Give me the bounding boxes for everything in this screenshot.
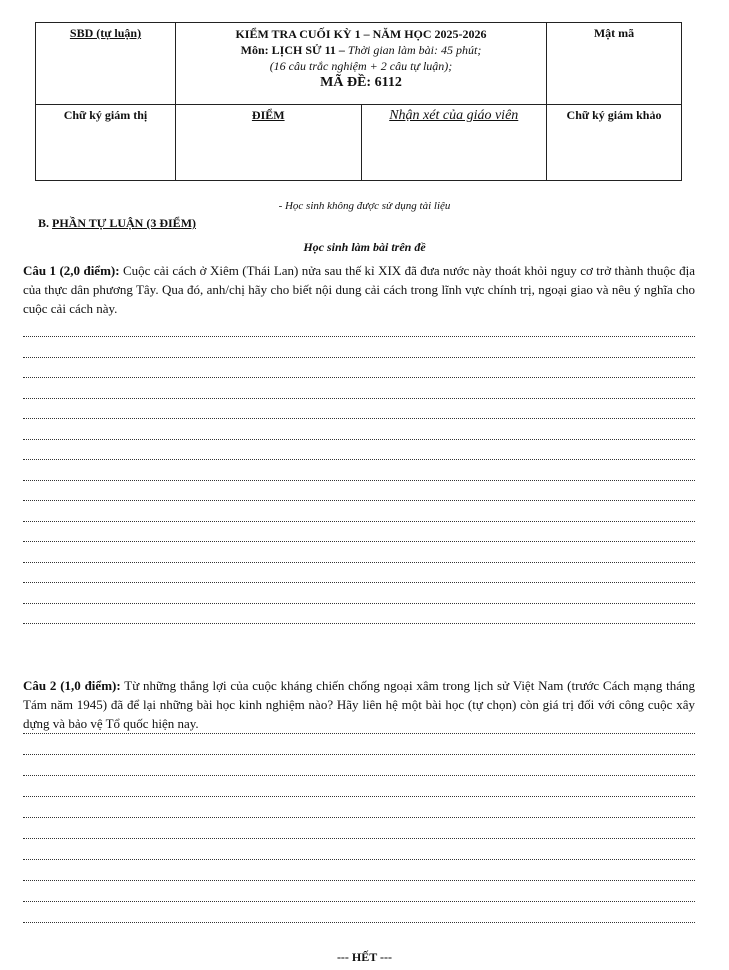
header-table [35, 22, 682, 181]
sbd-cell [36, 23, 176, 105]
sbd-label: SBD (tự luận) [69, 26, 142, 40]
question-2-text: Từ những thắng lợi của cuộc kháng chiến chống ngoại xâm trong lịch sử Việt Nam (trước Cách mạng tháng Tám năm 1945) đã để lại những bài học kinh nghiệm nào? Hãy liên hệ một bài học (tự chọn) còn giá trị đối với công cuộc xây dựng và bảo vệ Tổ quốc hiện nay. [23, 678, 695, 731]
answer-line[interactable] [23, 603, 695, 604]
subject-label: Môn: LỊCH SỬ 11 – [240, 43, 348, 57]
question-1-label: Câu 1 (2,0 điểm): [23, 263, 120, 278]
exam-info-cell [176, 23, 547, 105]
answer-line[interactable] [23, 754, 695, 755]
question-1-text: Cuộc cải cách ở Xiêm (Thái Lan) nửa sau thế kỉ XIX đã đưa nước này thoát khỏi nguy cơ trở thành thuộc địa của thực dân phương Tây. Qua đó, anh/chị hãy cho biết nội dung cải cách trong lĩnh vực chính trị, ngoại giao và nêu ý nghĩa cho cuộc cải cách này. [23, 263, 695, 316]
answer-line[interactable] [23, 439, 695, 440]
teacher-comment-label: Nhận xét của giáo viên [389, 108, 519, 123]
question-count: (16 câu trắc nghiệm + 2 câu tự luận); [269, 59, 453, 73]
answer-line[interactable] [23, 541, 695, 542]
instruction-text: Học sinh làm bài trên đề [303, 240, 426, 254]
secret-code-label: Mật mã [593, 26, 635, 40]
question-2 [23, 676, 695, 733]
answer-line[interactable] [23, 623, 695, 624]
time-note: Thời gian làm bài: 45 phút; [347, 43, 482, 57]
answer-line[interactable] [23, 796, 695, 797]
answer-line[interactable] [23, 398, 695, 399]
answer-line[interactable] [23, 357, 695, 358]
answer-line[interactable] [23, 901, 695, 902]
secret-code-cell [547, 23, 682, 105]
answer-line[interactable] [23, 775, 695, 776]
answer-line[interactable] [23, 459, 695, 460]
invigilator-sig-cell [36, 105, 176, 181]
answer-line[interactable] [23, 336, 695, 337]
answer-line[interactable] [23, 377, 695, 378]
notice-text: - Học sinh không được sử dụng tài liệu [278, 200, 451, 212]
answer-line[interactable] [23, 838, 695, 839]
answer-line[interactable] [23, 480, 695, 481]
answer-line[interactable] [23, 418, 695, 419]
answer-line[interactable] [23, 562, 695, 563]
answer-line[interactable] [23, 922, 695, 923]
answer-line[interactable] [23, 521, 695, 522]
exam-title: KIỂM TRA CUỐI KỲ 1 – NĂM HỌC 2025-2026 [235, 27, 487, 41]
answer-line[interactable] [23, 582, 695, 583]
answer-line[interactable] [23, 500, 695, 501]
examiner-sig-cell [547, 105, 682, 181]
section-title: B. PHẦN TỰ LUẬN (3 ĐIỂM) [38, 216, 197, 230]
answer-line[interactable] [23, 733, 695, 734]
teacher-comment-cell [361, 105, 547, 181]
invigilator-sig-label: Chữ ký giám thị [63, 108, 148, 122]
question-1 [23, 261, 695, 318]
examiner-sig-label: Chữ ký giám khảo [566, 108, 662, 122]
exam-code: MÃ ĐỀ: 6112 [320, 75, 402, 90]
end-marker: --- HẾT --- [336, 950, 393, 964]
answer-line[interactable] [23, 817, 695, 818]
score-cell [176, 105, 362, 181]
section-title-text: PHẦN TỰ LUẬN (3 ĐIỂM) [52, 216, 197, 230]
answer-line[interactable] [23, 859, 695, 860]
score-label: ĐIỂM [251, 108, 285, 122]
question-2-label: Câu 2 (1,0 điểm): [23, 678, 121, 693]
answer-line[interactable] [23, 880, 695, 881]
